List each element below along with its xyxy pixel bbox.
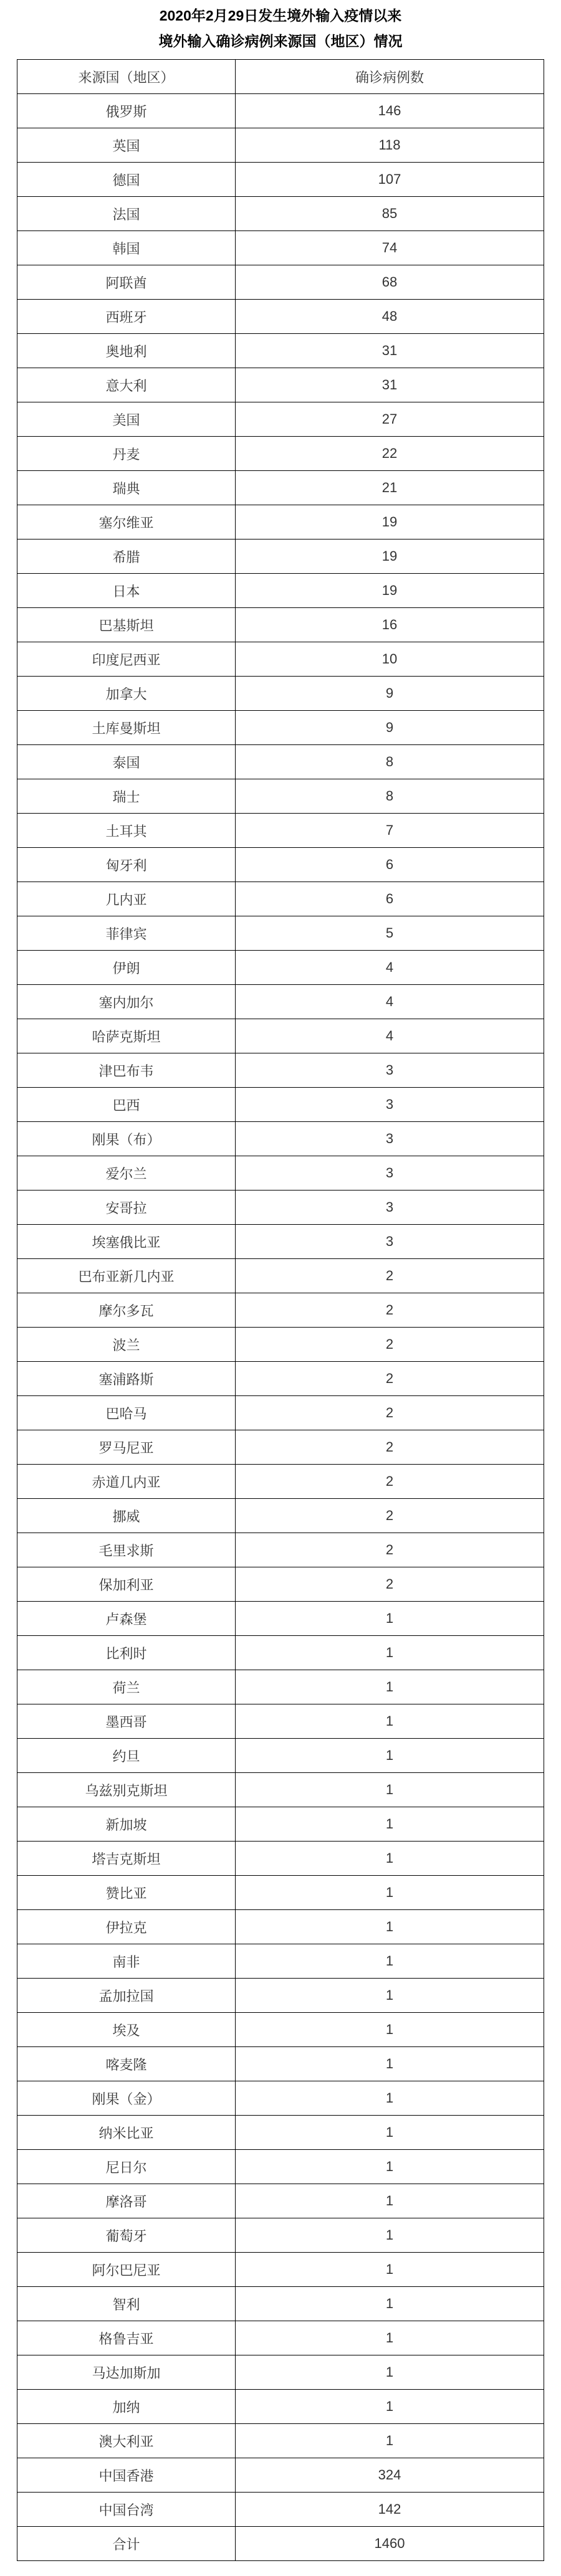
table-row — [17, 2321, 544, 2355]
row-cases-cell: 5 — [236, 916, 544, 951]
row-region-cell: 南非 — [17, 1944, 236, 1979]
row-region-cell: 伊朗 — [17, 951, 236, 985]
row-region-cell: 土库曼斯坦 — [17, 711, 236, 745]
row-region-cell: 塞浦路斯 — [17, 1362, 236, 1396]
row-region-cell: 荷兰 — [17, 1670, 236, 1704]
table-row — [17, 231, 544, 265]
table-row — [17, 1567, 544, 1602]
row-cases-cell: 4 — [236, 1019, 544, 1053]
row-region-cell: 塞尔维亚 — [17, 505, 236, 539]
row-cases-cell: 3 — [236, 1088, 544, 1122]
china-row-cases-cell: 142 — [236, 2493, 544, 2527]
row-region-cell: 西班牙 — [17, 300, 236, 334]
row-region-cell: 尼日尔 — [17, 2150, 236, 2184]
row-cases-cell: 68 — [236, 265, 544, 300]
row-region-cell: 德国 — [17, 163, 236, 197]
page-title-line2: 境外输入确诊病例来源国（地区）情况 — [158, 33, 403, 49]
row-cases-cell: 6 — [236, 882, 544, 916]
row-cases-cell: 118 — [236, 128, 544, 163]
row-region-cell: 挪威 — [17, 1499, 236, 1533]
table-row — [17, 2150, 544, 2184]
row-cases-cell: 1 — [236, 2218, 544, 2253]
row-cases-cell: 8 — [236, 779, 544, 814]
row-cases-cell: 6 — [236, 848, 544, 882]
row-region-cell: 哈萨克斯坦 — [17, 1019, 236, 1053]
table-row — [17, 368, 544, 402]
table-row-china — [17, 2458, 544, 2493]
row-cases-cell: 16 — [236, 608, 544, 642]
table-row — [17, 300, 544, 334]
table-row — [17, 2013, 544, 2047]
row-cases-cell: 2 — [236, 1465, 544, 1499]
row-cases-cell: 1 — [236, 1602, 544, 1636]
row-cases-cell: 1 — [236, 1807, 544, 1842]
row-region-cell: 刚果（布） — [17, 1122, 236, 1156]
row-cases-cell: 85 — [236, 197, 544, 231]
table-row — [17, 2355, 544, 2390]
row-cases-cell: 9 — [236, 711, 544, 745]
table-row — [17, 1842, 544, 1876]
china-row-region-cell: 中国台湾 — [17, 2493, 236, 2527]
table-row — [17, 814, 544, 848]
table-row — [17, 334, 544, 368]
table-row — [17, 1053, 544, 1088]
row-cases-cell: 9 — [236, 677, 544, 711]
row-region-cell: 印度尼西亚 — [17, 642, 236, 677]
table-row — [17, 1191, 544, 1225]
table-row — [17, 1362, 544, 1396]
row-cases-cell: 2 — [236, 1293, 544, 1328]
table-row — [17, 1430, 544, 1465]
row-cases-cell: 1 — [236, 1910, 544, 1944]
row-cases-cell: 7 — [236, 814, 544, 848]
table-row — [17, 1156, 544, 1191]
table-row — [17, 1602, 544, 1636]
row-region-cell: 奥地利 — [17, 334, 236, 368]
row-cases-cell: 1 — [236, 1876, 544, 1910]
row-cases-cell: 2 — [236, 1430, 544, 1465]
table-row — [17, 1704, 544, 1739]
row-cases-cell: 2 — [236, 1362, 544, 1396]
row-cases-cell: 2 — [236, 1396, 544, 1430]
row-cases-cell: 1 — [236, 1773, 544, 1807]
row-region-cell: 波兰 — [17, 1328, 236, 1362]
row-region-cell: 俄罗斯 — [17, 94, 236, 128]
row-cases-cell: 1 — [236, 2253, 544, 2287]
row-region-cell: 葡萄牙 — [17, 2218, 236, 2253]
row-cases-cell: 3 — [236, 1191, 544, 1225]
table-row — [17, 1636, 544, 1670]
table-row — [17, 437, 544, 471]
table-row-china — [17, 2493, 544, 2527]
table-row — [17, 1328, 544, 1362]
total-row — [17, 2527, 544, 2561]
row-region-cell: 法国 — [17, 197, 236, 231]
row-region-cell: 泰国 — [17, 745, 236, 779]
table-row — [17, 985, 544, 1019]
row-region-cell: 菲律宾 — [17, 916, 236, 951]
row-region-cell: 喀麦隆 — [17, 2047, 236, 2081]
row-cases-cell: 8 — [236, 745, 544, 779]
table-row — [17, 1739, 544, 1773]
total-region-cell: 合计 — [17, 2527, 236, 2561]
row-region-cell: 瑞士 — [17, 779, 236, 814]
row-cases-cell: 19 — [236, 505, 544, 539]
table-row — [17, 2047, 544, 2081]
row-region-cell: 瑞典 — [17, 471, 236, 505]
table-row — [17, 1533, 544, 1567]
table-row — [17, 1773, 544, 1807]
total-cases-cell: 1460 — [236, 2527, 544, 2561]
table-row — [17, 1396, 544, 1430]
row-cases-cell: 1 — [236, 2390, 544, 2424]
row-cases-cell: 10 — [236, 642, 544, 677]
row-region-cell: 丹麦 — [17, 437, 236, 471]
row-region-cell: 巴布亚新几内亚 — [17, 1259, 236, 1293]
table-row — [17, 163, 544, 197]
table-header-row — [17, 60, 544, 94]
row-region-cell: 加拿大 — [17, 677, 236, 711]
table-row — [17, 1259, 544, 1293]
row-cases-cell: 1 — [236, 1944, 544, 1979]
row-region-cell: 孟加拉国 — [17, 1979, 236, 2013]
row-cases-cell: 2 — [236, 1533, 544, 1567]
row-cases-cell: 1 — [236, 1670, 544, 1704]
row-region-cell: 智利 — [17, 2287, 236, 2321]
table-row — [17, 2253, 544, 2287]
row-region-cell: 阿尔巴尼亚 — [17, 2253, 236, 2287]
table-row — [17, 2116, 544, 2150]
table-row — [17, 711, 544, 745]
row-cases-cell: 31 — [236, 334, 544, 368]
row-cases-cell: 1 — [236, 2150, 544, 2184]
row-region-cell: 赞比亚 — [17, 1876, 236, 1910]
row-cases-cell: 1 — [236, 1739, 544, 1773]
table-row — [17, 1293, 544, 1328]
table-row — [17, 745, 544, 779]
table-row — [17, 2390, 544, 2424]
table-row — [17, 94, 544, 128]
row-cases-cell: 27 — [236, 402, 544, 437]
row-cases-cell: 1 — [236, 2047, 544, 2081]
table-body — [17, 94, 544, 2561]
row-region-cell: 巴西 — [17, 1088, 236, 1122]
row-cases-cell: 146 — [236, 94, 544, 128]
row-region-cell: 匈牙利 — [17, 848, 236, 882]
row-region-cell: 保加利亚 — [17, 1567, 236, 1602]
table-row — [17, 539, 544, 574]
row-region-cell: 塔吉克斯坦 — [17, 1842, 236, 1876]
row-cases-cell: 2 — [236, 1499, 544, 1533]
row-cases-cell: 1 — [236, 1704, 544, 1739]
row-cases-cell: 1 — [236, 2081, 544, 2116]
row-region-cell: 阿联酋 — [17, 265, 236, 300]
row-region-cell: 埃及 — [17, 2013, 236, 2047]
page-header — [0, 0, 561, 49]
row-region-cell: 塞内加尔 — [17, 985, 236, 1019]
row-cases-cell: 4 — [236, 951, 544, 985]
row-cases-cell: 4 — [236, 985, 544, 1019]
table-row — [17, 1876, 544, 1910]
row-region-cell: 土耳其 — [17, 814, 236, 848]
row-region-cell: 罗马尼亚 — [17, 1430, 236, 1465]
table-row — [17, 951, 544, 985]
row-cases-cell: 19 — [236, 539, 544, 574]
table-row — [17, 1122, 544, 1156]
row-cases-cell: 107 — [236, 163, 544, 197]
row-region-cell: 澳大利亚 — [17, 2424, 236, 2458]
row-region-cell: 希腊 — [17, 539, 236, 574]
table-row — [17, 916, 544, 951]
table-row — [17, 642, 544, 677]
table-row — [17, 779, 544, 814]
row-cases-cell: 1 — [236, 2355, 544, 2390]
table-row — [17, 197, 544, 231]
row-region-cell: 日本 — [17, 574, 236, 608]
table-row — [17, 608, 544, 642]
table-row — [17, 505, 544, 539]
row-cases-cell: 3 — [236, 1156, 544, 1191]
table-row — [17, 2081, 544, 2116]
row-region-cell: 马达加斯加 — [17, 2355, 236, 2390]
row-region-cell: 比利时 — [17, 1636, 236, 1670]
row-cases-cell: 1 — [236, 2424, 544, 2458]
row-cases-cell: 1 — [236, 1842, 544, 1876]
china-row-cases-cell: 324 — [236, 2458, 544, 2493]
row-region-cell: 摩尔多瓦 — [17, 1293, 236, 1328]
row-region-cell: 安哥拉 — [17, 1191, 236, 1225]
row-cases-cell: 19 — [236, 574, 544, 608]
table-row — [17, 2218, 544, 2253]
header-cases-cell: 确诊病例数 — [236, 60, 544, 94]
row-region-cell: 意大利 — [17, 368, 236, 402]
row-cases-cell: 2 — [236, 1567, 544, 1602]
imported-cases-table — [17, 59, 544, 2561]
page-title-line1: 2020年2月29日发生境外输入疫情以来 — [159, 7, 402, 24]
table-row — [17, 2184, 544, 2218]
row-region-cell: 墨西哥 — [17, 1704, 236, 1739]
table-row — [17, 882, 544, 916]
table-row — [17, 1465, 544, 1499]
row-region-cell: 赤道几内亚 — [17, 1465, 236, 1499]
table-row — [17, 2287, 544, 2321]
table-row — [17, 1944, 544, 1979]
table-row — [17, 677, 544, 711]
row-region-cell: 毛里求斯 — [17, 1533, 236, 1567]
table-row — [17, 574, 544, 608]
row-cases-cell: 1 — [236, 1636, 544, 1670]
table-row — [17, 1670, 544, 1704]
table-row — [17, 128, 544, 163]
row-region-cell: 摩洛哥 — [17, 2184, 236, 2218]
row-cases-cell: 1 — [236, 2321, 544, 2355]
table-row — [17, 402, 544, 437]
row-region-cell: 几内亚 — [17, 882, 236, 916]
row-region-cell: 伊拉克 — [17, 1910, 236, 1944]
row-region-cell: 英国 — [17, 128, 236, 163]
row-cases-cell: 31 — [236, 368, 544, 402]
table-row — [17, 1807, 544, 1842]
row-region-cell: 乌兹别克斯坦 — [17, 1773, 236, 1807]
table-row — [17, 1019, 544, 1053]
row-region-cell: 津巴布韦 — [17, 1053, 236, 1088]
row-region-cell: 卢森堡 — [17, 1602, 236, 1636]
table-row — [17, 2424, 544, 2458]
china-row-region-cell: 中国香港 — [17, 2458, 236, 2493]
row-cases-cell: 2 — [236, 1259, 544, 1293]
row-cases-cell: 1 — [236, 2287, 544, 2321]
table-row — [17, 1910, 544, 1944]
row-cases-cell: 2 — [236, 1328, 544, 1362]
row-region-cell: 韩国 — [17, 231, 236, 265]
row-region-cell: 新加坡 — [17, 1807, 236, 1842]
row-region-cell: 刚果（金） — [17, 2081, 236, 2116]
table-row — [17, 1088, 544, 1122]
row-cases-cell: 22 — [236, 437, 544, 471]
row-region-cell: 加纳 — [17, 2390, 236, 2424]
row-region-cell: 约旦 — [17, 1739, 236, 1773]
row-region-cell: 美国 — [17, 402, 236, 437]
header-region-cell: 来源国（地区） — [17, 60, 236, 94]
row-cases-cell: 1 — [236, 2116, 544, 2150]
row-cases-cell: 3 — [236, 1225, 544, 1259]
row-region-cell: 埃塞俄比亚 — [17, 1225, 236, 1259]
table-row — [17, 1225, 544, 1259]
row-region-cell: 巴哈马 — [17, 1396, 236, 1430]
table-row — [17, 1979, 544, 2013]
row-cases-cell: 1 — [236, 2013, 544, 2047]
row-cases-cell: 74 — [236, 231, 544, 265]
table-row — [17, 265, 544, 300]
row-cases-cell: 3 — [236, 1053, 544, 1088]
row-region-cell: 爱尔兰 — [17, 1156, 236, 1191]
table-row — [17, 848, 544, 882]
row-cases-cell: 21 — [236, 471, 544, 505]
table-row — [17, 1499, 544, 1533]
row-cases-cell: 1 — [236, 2184, 544, 2218]
row-cases-cell: 3 — [236, 1122, 544, 1156]
table-row — [17, 471, 544, 505]
row-cases-cell: 1 — [236, 1979, 544, 2013]
row-cases-cell: 48 — [236, 300, 544, 334]
row-region-cell: 巴基斯坦 — [17, 608, 236, 642]
row-region-cell: 格鲁吉亚 — [17, 2321, 236, 2355]
row-region-cell: 纳米比亚 — [17, 2116, 236, 2150]
